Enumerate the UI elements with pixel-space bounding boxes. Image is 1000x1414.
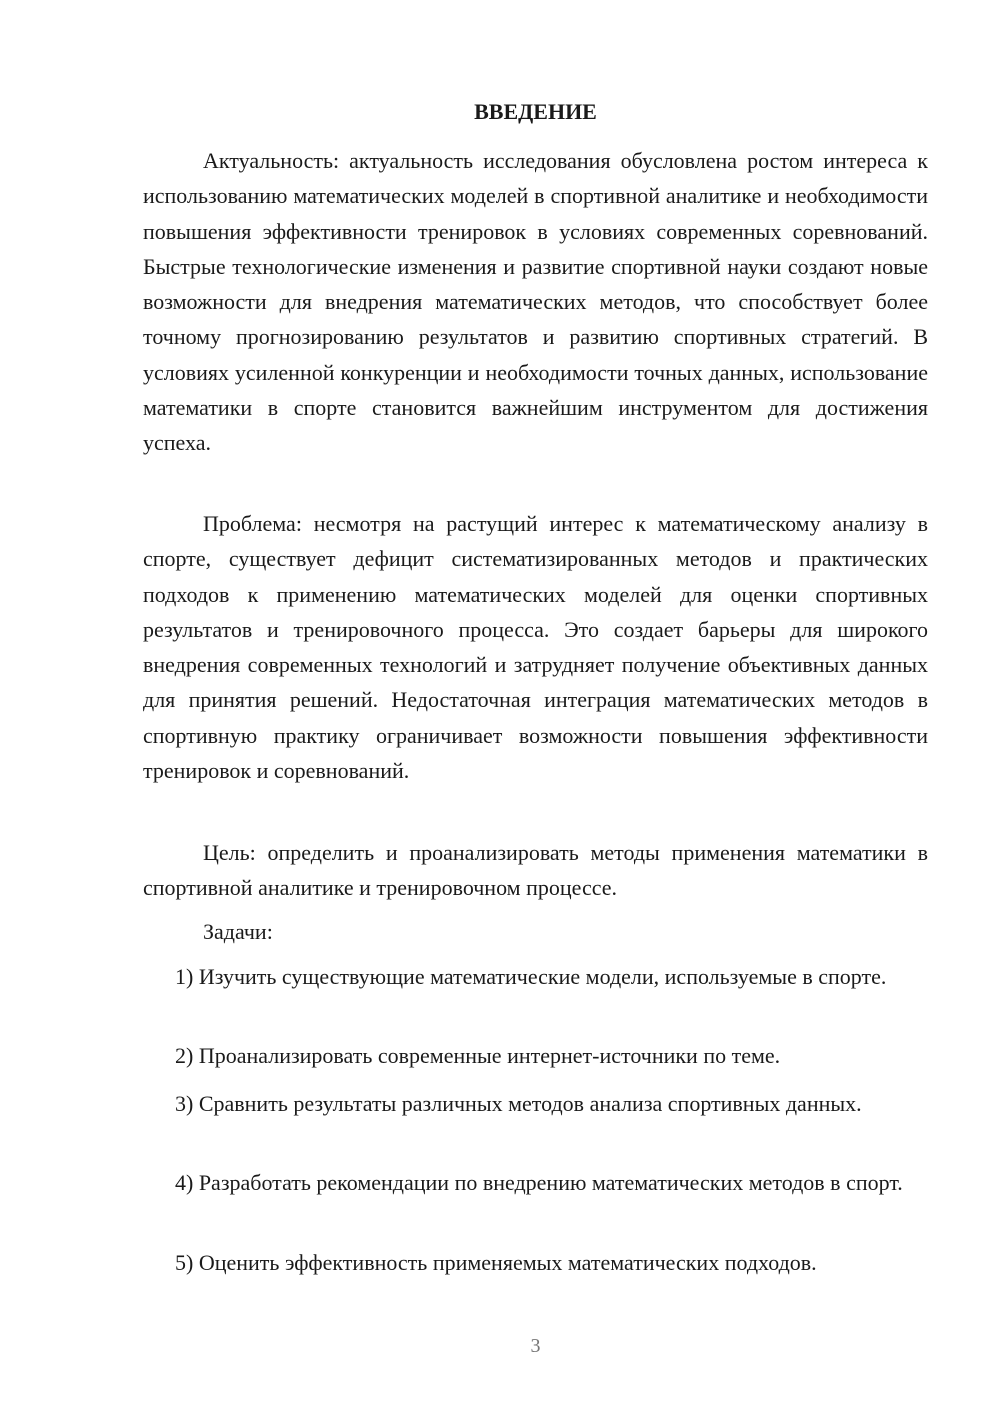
task-item: 1) Изучить существующие математические модели, используемые в спорте. (175, 964, 887, 989)
goal-paragraph: Цель: определить и проанализировать методы применения математики в спортивной аналитике и тренировочном процессе. (143, 840, 928, 901)
page-number: 3 (530, 1335, 541, 1357)
task-item: 4) Разработать рекомендации по внедрению математических методов в спорт. (175, 1170, 903, 1195)
task-item: 3) Сравнить результаты различных методов анализа спортивных данных. (175, 1091, 862, 1116)
section-heading: ВВЕДЕНИЕ (474, 99, 597, 124)
tasks-title: Задачи: (203, 919, 273, 944)
document-page (143, 0, 928, 1414)
task-item: 2) Проанализировать современные интернет-источники по теме. (175, 1043, 781, 1068)
task-item: 5) Оценить эффективность применяемых математических подходов. (175, 1250, 817, 1275)
problem-paragraph: Проблема: несмотря на растущий интерес к математическому анализу в спорте, существует дефицит систематизированных методов и практических подходов к применению математических моделей для оценки спортивных результатов и тренировочного процесса. Это создает барьеры для широкого внедрения современных технологий и затрудняет получение объективных данных для принятия решений. Недостаточная интеграция математических методов в спортивную практику ограничивает возможности повышения эффективности тренировок и соревнований. (143, 511, 928, 784)
relevance-paragraph: Актуальность: актуальность исследования обусловлена ростом интереса к использованию математических моделей в спортивной аналитике и необходимости повышения эффективности тренировок в условиях современных соревнований. Быстрые технологические изменения и развитие спортивной науки создают новые возможности для внедрения математических методов, что способствует более точному прогнозированию результатов и развитию спортивных стратегий. В условиях усиленной конкуренции и необходимости точных данных, использование математики в спорте становится важнейшим инструментом для достижения успеха. (143, 148, 928, 456)
